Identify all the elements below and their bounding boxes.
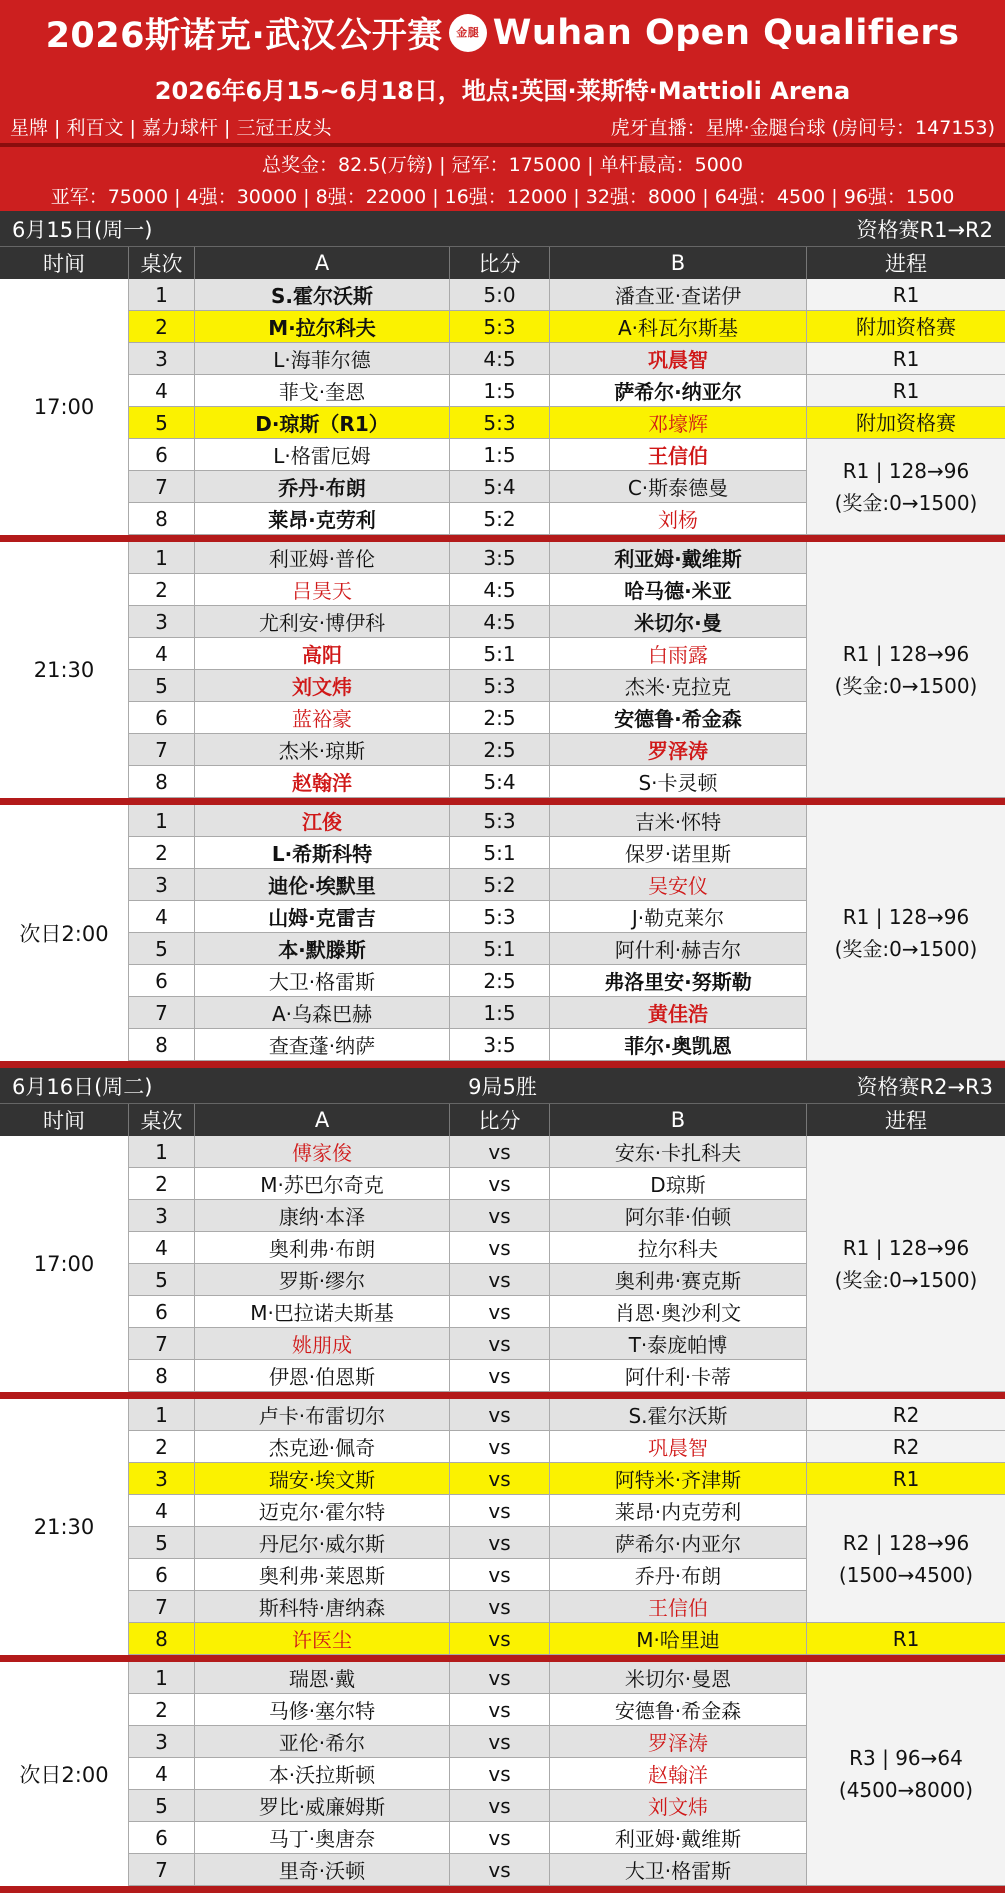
day-header <box>0 1068 1005 1103</box>
player-b: 乔丹·布朗 <box>549 1559 806 1591</box>
match-score: vs <box>449 1822 549 1854</box>
session-block <box>0 1399 1005 1655</box>
player-a: 莱昂·克劳利 <box>194 503 449 535</box>
player-a: 蓝裕豪 <box>194 702 449 734</box>
player-b: 罗泽涛 <box>549 734 806 766</box>
player-a: 许医尘 <box>194 1623 449 1655</box>
prize-range: (奖金:0→1500) <box>834 673 978 698</box>
table-number: 5 <box>128 1527 194 1559</box>
match-score: 2:5 <box>449 734 549 766</box>
match-score: 4:5 <box>449 343 549 375</box>
match-score: 5:3 <box>449 670 549 702</box>
event-subtitle: 2026年6月15~6月18日，地点:英国·莱斯特·Mattioli Arena <box>154 76 851 105</box>
player-b: 阿什利·赫吉尔 <box>549 933 806 965</box>
player-b: 阿尔菲·伯顿 <box>549 1200 806 1232</box>
player-a: 马修·塞尔特 <box>194 1694 449 1726</box>
match-score: vs <box>449 1360 549 1392</box>
prize-range: (奖金:0→1500) <box>834 936 978 961</box>
player-a: 马丁·奥唐奈 <box>194 1822 449 1854</box>
table-number: 2 <box>128 574 194 606</box>
table-number: 4 <box>128 1495 194 1527</box>
player-b: S.霍尔沃斯 <box>549 1399 806 1431</box>
table-number: 4 <box>128 901 194 933</box>
column-header: 桌次 <box>128 247 194 279</box>
player-a: M·苏巴尔奇克 <box>194 1168 449 1200</box>
player-b: 弗洛里安·努斯勒 <box>549 965 806 997</box>
table-number: 4 <box>128 375 194 407</box>
session-block <box>0 1662 1005 1886</box>
player-b: 杰米·克拉克 <box>549 670 806 702</box>
prize-range: (奖金:0→1500) <box>834 1267 978 1292</box>
column-header: 比分 <box>449 247 549 279</box>
player-b: 赵翰洋 <box>549 1758 806 1790</box>
column-header-row <box>0 246 1005 279</box>
match-score: vs <box>449 1662 549 1694</box>
match-score: vs <box>449 1495 549 1527</box>
sponsors-text: 星牌 | 利百文 | 嘉力球杆 | 三冠王皮头 <box>10 117 332 139</box>
table-number: 2 <box>128 1168 194 1200</box>
session-time: 21:30 <box>0 542 128 798</box>
session-block <box>0 805 1005 1061</box>
session-block <box>0 279 1005 535</box>
player-a: 尤利安·博伊科 <box>194 606 449 638</box>
match-score: vs <box>449 1694 549 1726</box>
player-a: D·琼斯（R1） <box>194 407 449 439</box>
match-score: 3:5 <box>449 542 549 574</box>
round-progress <box>806 439 1005 535</box>
match-score: 5:1 <box>449 837 549 869</box>
session-block <box>0 542 1005 798</box>
match-score: vs <box>449 1232 549 1264</box>
day-label: 6月15日(周一) <box>12 217 153 242</box>
player-b: M·哈里迪 <box>549 1623 806 1655</box>
match-score: 1:5 <box>449 997 549 1029</box>
column-header: 进程 <box>806 1104 1005 1136</box>
player-b: 大卫·格雷斯 <box>549 1854 806 1886</box>
match-score: vs <box>449 1431 549 1463</box>
round-progress <box>806 1399 1005 1431</box>
event-title <box>0 0 1005 66</box>
table-number: 5 <box>128 670 194 702</box>
table-number: 7 <box>128 1591 194 1623</box>
table-number: 1 <box>128 805 194 837</box>
sponsor-bar <box>0 110 1005 143</box>
player-a: 里奇·沃顿 <box>194 1854 449 1886</box>
round-progress <box>806 1495 1005 1623</box>
stage-label: 资格赛R2→R3 <box>856 1074 993 1099</box>
match-score: 5:2 <box>449 503 549 535</box>
player-b: 阿什利·卡蒂 <box>549 1360 806 1392</box>
player-a: 康纳·本泽 <box>194 1200 449 1232</box>
broadcast-text: 虎牙直播：星牌·金腿台球 (房间号：147153) <box>610 117 995 139</box>
match-score: vs <box>449 1296 549 1328</box>
table-number: 8 <box>128 503 194 535</box>
player-a: 山姆·克雷吉 <box>194 901 449 933</box>
brand-logo-icon <box>449 14 487 52</box>
player-b: 萨希尔·纳亚尔 <box>549 375 806 407</box>
player-a: M·巴拉诺夫斯基 <box>194 1296 449 1328</box>
player-b: T·泰庞帕博 <box>549 1328 806 1360</box>
player-a: 卢卡·布雷切尔 <box>194 1399 449 1431</box>
round-progress <box>806 1662 1005 1886</box>
match-score: vs <box>449 1168 549 1200</box>
table-number: 1 <box>128 1399 194 1431</box>
player-b: 阿特米·齐津斯 <box>549 1463 806 1495</box>
column-header: 桌次 <box>128 1104 194 1136</box>
player-a: 亚伦·希尔 <box>194 1726 449 1758</box>
player-a: 瑞安·埃文斯 <box>194 1463 449 1495</box>
player-b: 黄佳浩 <box>549 997 806 1029</box>
player-b: 邓壕辉 <box>549 407 806 439</box>
match-score: 5:0 <box>449 279 549 311</box>
player-a: 罗斯·缪尔 <box>194 1264 449 1296</box>
round-progress <box>806 375 1005 407</box>
match-score: 5:3 <box>449 901 549 933</box>
player-b: S·卡灵顿 <box>549 766 806 798</box>
player-b: A·科瓦尔斯基 <box>549 311 806 343</box>
player-a: 本·默滕斯 <box>194 933 449 965</box>
column-header: 比分 <box>449 1104 549 1136</box>
round-label: R1 | 128→96 <box>842 904 970 929</box>
player-b: 米切尔·曼 <box>549 606 806 638</box>
round-progress <box>806 343 1005 375</box>
table-number: 1 <box>128 1136 194 1168</box>
table-number: 2 <box>128 1694 194 1726</box>
session-divider <box>0 1392 1005 1399</box>
round-label: R1 | 128→96 <box>842 458 970 483</box>
session-divider <box>0 1655 1005 1662</box>
table-number: 6 <box>128 702 194 734</box>
match-score: 5:3 <box>449 805 549 837</box>
player-a: 伊恩·伯恩斯 <box>194 1360 449 1392</box>
player-a: 高阳 <box>194 638 449 670</box>
table-number: 5 <box>128 1790 194 1822</box>
match-score: 1:5 <box>449 439 549 471</box>
match-score: vs <box>449 1623 549 1655</box>
match-score: 2:5 <box>449 965 549 997</box>
round-label: R1 <box>892 1626 920 1651</box>
round-label: R2 | 128→96 <box>842 1530 970 1555</box>
table-number: 6 <box>128 1822 194 1854</box>
session-divider <box>0 1061 1005 1068</box>
player-a: 斯科特·唐纳森 <box>194 1591 449 1623</box>
session-divider <box>0 798 1005 805</box>
match-score: 1:5 <box>449 375 549 407</box>
table-number: 3 <box>128 1200 194 1232</box>
player-b: 利亚姆·戴维斯 <box>549 542 806 574</box>
round-progress <box>806 311 1005 343</box>
player-b: D琼斯 <box>549 1168 806 1200</box>
match-score: vs <box>449 1559 549 1591</box>
table-number: 6 <box>128 1296 194 1328</box>
column-header: B <box>549 1104 806 1136</box>
player-a: L·海菲尔德 <box>194 343 449 375</box>
player-b: 莱昂·内克劳利 <box>549 1495 806 1527</box>
column-header: B <box>549 247 806 279</box>
round-label: R1 <box>892 346 920 371</box>
round-progress <box>806 1623 1005 1655</box>
session-divider <box>0 535 1005 542</box>
round-progress <box>806 542 1005 798</box>
player-a: 江俊 <box>194 805 449 837</box>
schedule-sections <box>0 211 1005 1893</box>
column-header: A <box>194 1104 449 1136</box>
player-b: 巩晨智 <box>549 1431 806 1463</box>
round-label: R1 <box>892 1466 920 1491</box>
player-b: J·勒克莱尔 <box>549 901 806 933</box>
table-number: 2 <box>128 1431 194 1463</box>
player-a: A·乌森巴赫 <box>194 997 449 1029</box>
table-number: 7 <box>128 1854 194 1886</box>
session-divider <box>0 1886 1005 1893</box>
round-progress <box>806 1431 1005 1463</box>
player-a: 乔丹·布朗 <box>194 471 449 503</box>
match-score: 4:5 <box>449 606 549 638</box>
session-time: 17:00 <box>0 279 128 535</box>
table-number: 8 <box>128 766 194 798</box>
round-label: R3 | 96→64 <box>849 1745 963 1770</box>
prize-range: (1500→4500) <box>838 1562 974 1587</box>
logo-text: 金腿 <box>456 26 480 39</box>
prize-range: (4500→8000) <box>838 1777 974 1802</box>
player-a: M·拉尔科夫 <box>194 311 449 343</box>
round-label: R1 | 128→96 <box>842 641 970 666</box>
prize-line-2: 亚军：75000 | 4强：30000 | 8强：22000 | 16强：12000 | 32强：8000 | 64强：4500 | 96强：1500 <box>50 185 955 208</box>
stage-label: 资格赛R1→R2 <box>856 217 993 242</box>
session-time: 17:00 <box>0 1136 128 1392</box>
player-b: 王信伯 <box>549 439 806 471</box>
round-progress <box>806 805 1005 1061</box>
player-a: 姚朋成 <box>194 1328 449 1360</box>
round-label: R1 <box>892 282 920 307</box>
match-score: 5:2 <box>449 869 549 901</box>
table-number: 5 <box>128 1264 194 1296</box>
player-b: 安东·卡扎科夫 <box>549 1136 806 1168</box>
match-score: vs <box>449 1790 549 1822</box>
player-b: 安德鲁·希金森 <box>549 702 806 734</box>
match-score: vs <box>449 1726 549 1758</box>
table-number: 8 <box>128 1623 194 1655</box>
player-a: L·格雷厄姆 <box>194 439 449 471</box>
match-score: 4:5 <box>449 574 549 606</box>
table-number: 7 <box>128 997 194 1029</box>
match-score: vs <box>449 1328 549 1360</box>
table-number: 6 <box>128 1559 194 1591</box>
table-number: 3 <box>128 1726 194 1758</box>
round-label: R2 <box>892 1402 920 1427</box>
column-header: A <box>194 247 449 279</box>
match-score: 5:4 <box>449 766 549 798</box>
match-score: vs <box>449 1200 549 1232</box>
day-header <box>0 211 1005 246</box>
match-score: vs <box>449 1136 549 1168</box>
player-a: 查查蓬·纳萨 <box>194 1029 449 1061</box>
table-number: 7 <box>128 471 194 503</box>
day-label: 6月16日(周二) <box>12 1074 153 1099</box>
session-block <box>0 1136 1005 1392</box>
player-a: 傅家俊 <box>194 1136 449 1168</box>
match-score: vs <box>449 1264 549 1296</box>
table-number: 2 <box>128 311 194 343</box>
table-number: 7 <box>128 734 194 766</box>
match-score: vs <box>449 1399 549 1431</box>
player-b: 奥利弗·赛克斯 <box>549 1264 806 1296</box>
player-b: 王信伯 <box>549 1591 806 1623</box>
round-progress <box>806 279 1005 311</box>
table-number: 1 <box>128 279 194 311</box>
player-b: 保罗·诺里斯 <box>549 837 806 869</box>
player-a: 瑞恩·戴 <box>194 1662 449 1694</box>
player-a: L·希斯科特 <box>194 837 449 869</box>
session-time: 次日2:00 <box>0 1662 128 1886</box>
round-label: 附加资格赛 <box>856 314 956 339</box>
round-label: 附加资格赛 <box>856 410 956 435</box>
player-a: 奥利弗·布朗 <box>194 1232 449 1264</box>
session-time: 21:30 <box>0 1399 128 1655</box>
match-score: vs <box>449 1758 549 1790</box>
table-number: 7 <box>128 1328 194 1360</box>
player-b: 哈马德·米亚 <box>549 574 806 606</box>
match-score: vs <box>449 1854 549 1886</box>
player-b: 吉米·怀特 <box>549 805 806 837</box>
column-header: 进程 <box>806 247 1005 279</box>
player-b: 刘杨 <box>549 503 806 535</box>
player-b: 罗泽涛 <box>549 1726 806 1758</box>
match-score: 2:5 <box>449 702 549 734</box>
header-banner <box>0 0 1005 211</box>
round-progress <box>806 1463 1005 1495</box>
player-a: 大卫·格雷斯 <box>194 965 449 997</box>
prize-range: (奖金:0→1500) <box>834 490 978 515</box>
round-progress <box>806 407 1005 439</box>
table-number: 4 <box>128 638 194 670</box>
player-a: 罗比·威廉姆斯 <box>194 1790 449 1822</box>
table-number: 3 <box>128 606 194 638</box>
player-b: 米切尔·曼恩 <box>549 1662 806 1694</box>
player-a: 奥利弗·莱恩斯 <box>194 1559 449 1591</box>
table-number: 8 <box>128 1029 194 1061</box>
player-a: 杰米·琼斯 <box>194 734 449 766</box>
player-b: 萨希尔·内亚尔 <box>549 1527 806 1559</box>
title-left: 2026斯诺克·武汉公开赛 <box>45 16 443 56</box>
column-header: 时间 <box>43 1109 85 1133</box>
match-score: 5:3 <box>449 407 549 439</box>
player-a: 迪伦·埃默里 <box>194 869 449 901</box>
player-a: 丹尼尔·威尔斯 <box>194 1527 449 1559</box>
table-number: 3 <box>128 869 194 901</box>
table-number: 5 <box>128 933 194 965</box>
player-a: 吕昊天 <box>194 574 449 606</box>
column-header-row <box>0 1103 1005 1136</box>
match-score: 5:4 <box>449 471 549 503</box>
table-number: 3 <box>128 343 194 375</box>
match-score: 5:3 <box>449 311 549 343</box>
round-label: R1 <box>892 378 920 403</box>
player-a: 利亚姆·普伦 <box>194 542 449 574</box>
player-b: 拉尔科夫 <box>549 1232 806 1264</box>
player-a: 杰克逊·佩奇 <box>194 1431 449 1463</box>
format-label: 9局5胜 <box>468 1074 537 1099</box>
player-a: 菲戈·奎恩 <box>194 375 449 407</box>
player-b: 吴安仪 <box>549 869 806 901</box>
player-a: 赵翰洋 <box>194 766 449 798</box>
table-number: 6 <box>128 965 194 997</box>
player-b: 利亚姆·戴维斯 <box>549 1822 806 1854</box>
table-number: 2 <box>128 837 194 869</box>
player-b: 菲尔·奥凯恩 <box>549 1029 806 1061</box>
session-time: 次日2:00 <box>0 805 128 1061</box>
player-b: 巩晨智 <box>549 343 806 375</box>
table-number: 4 <box>128 1232 194 1264</box>
match-score: 5:1 <box>449 638 549 670</box>
prize-line-1: 总奖金：82.5(万镑) | 冠军：175000 | 单杆最高：5000 <box>262 153 743 176</box>
round-label: R2 <box>892 1434 920 1459</box>
player-b: 潘查亚·查诺伊 <box>549 279 806 311</box>
table-number: 8 <box>128 1360 194 1392</box>
match-score: vs <box>449 1527 549 1559</box>
player-b: C·斯泰德曼 <box>549 471 806 503</box>
player-a: 迈克尔·霍尔特 <box>194 1495 449 1527</box>
player-a: S.霍尔沃斯 <box>194 279 449 311</box>
round-label: R1 | 128→96 <box>842 1235 970 1260</box>
match-score: vs <box>449 1463 549 1495</box>
title-right: Wuhan Open Qualifiers <box>492 13 960 53</box>
table-number: 6 <box>128 439 194 471</box>
player-b: 刘文炜 <box>549 1790 806 1822</box>
table-number: 3 <box>128 1463 194 1495</box>
table-number: 1 <box>128 1662 194 1694</box>
match-score: 5:1 <box>449 933 549 965</box>
table-number: 4 <box>128 1758 194 1790</box>
player-a: 本·沃拉斯顿 <box>194 1758 449 1790</box>
player-b: 安德鲁·希金森 <box>549 1694 806 1726</box>
match-score: vs <box>449 1591 549 1623</box>
table-number: 1 <box>128 542 194 574</box>
column-header: 时间 <box>43 252 85 276</box>
player-b: 肖恩·奥沙利文 <box>549 1296 806 1328</box>
table-number: 5 <box>128 407 194 439</box>
player-a: 刘文炜 <box>194 670 449 702</box>
match-score: 3:5 <box>449 1029 549 1061</box>
player-b: 白雨露 <box>549 638 806 670</box>
round-progress <box>806 1136 1005 1392</box>
